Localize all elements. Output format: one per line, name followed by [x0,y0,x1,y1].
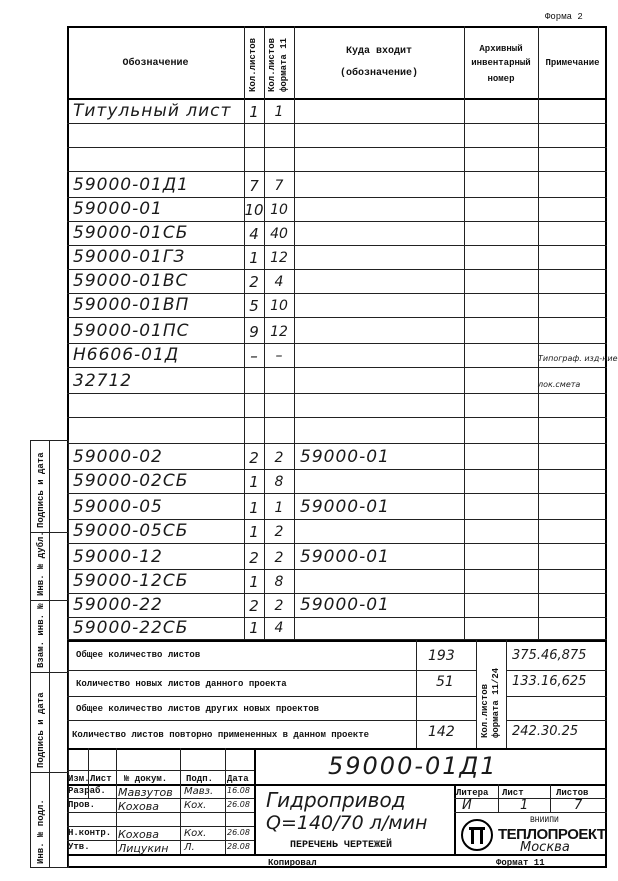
row-designation: 59000-05 [73,497,163,517]
org-small: ВНИИПИ [530,816,559,825]
row-sheet-count-f11: 10 [270,202,288,218]
signature-name: Лицукин [118,842,169,855]
col-izm: Изм. [68,774,90,784]
stamp-vzam-inv: Взам. инв. № [36,603,46,668]
row-sheet-count-f11: 2 [274,524,284,540]
row-sheet-count: 2 [249,597,259,615]
signature-name: Кохова [118,800,160,813]
table-row [67,148,607,172]
row-designation: Н6606-01Д [73,345,180,365]
litera-label: Литера [456,788,489,798]
org-name: ТЕПЛОПРОЕКТ [498,826,606,843]
row-sheet-count: 7 [249,177,259,195]
row-sheet-count: 1 [249,499,259,517]
row-sheet-count: 2 [249,449,259,467]
sheets-label: Листов [556,788,589,798]
stamp-inv-orig: Инв. № подл. [36,799,46,864]
signature-role: Н.контр. [68,828,112,838]
col-doc: № докум. [124,774,168,784]
table-row [67,394,607,418]
signature-date: 26.08 [227,828,250,837]
row-sheet-count: 10 [244,201,264,219]
table-row [67,246,607,270]
row-sheet-count: 2 [249,273,259,291]
row-sheet-count: 5 [249,297,259,315]
row-sheet-count-f11: 12 [270,324,288,340]
row-designation: 59000-01ГЗ [73,247,186,267]
header-note: Примечание [545,58,600,68]
signature-name: Мавзутов [118,786,173,799]
row-designation: 59000-22СБ [73,618,189,638]
row-sheet-count-f11: 40 [270,226,288,242]
table-row [67,520,607,544]
row-designation: 59000-02 [73,447,163,467]
stamp-sign-date-2: Подпись и дата [36,692,46,768]
row-note: Типограф. изд-ние [538,354,618,363]
signature-role: Пров. [68,800,96,810]
header-sheet-count-f11-line2: формата 11 [279,37,289,92]
row-designation: 59000-01ВС [73,271,189,291]
row-designation: 32712 [73,371,133,391]
stamp-sign-date-1: Подпись и дата [36,452,46,528]
col-sign: Подп. [186,774,214,784]
table-row [67,172,607,198]
stamp-inv-dup: Инв. № дубл. [36,531,46,596]
totals-f11-line1: Кол.листов [480,683,490,738]
header-archive-line3: номер [487,74,515,84]
table-row [67,124,607,148]
header-sheet-count: Кол.листов [248,37,258,92]
org-logo-icon [460,818,494,852]
header-archive-line2: инвентарный [471,58,531,68]
new-label: Количество новых листов данного проекта [76,679,287,689]
row-note: лок.смета [538,380,581,389]
row-designation: 59000-05СБ [73,521,189,541]
footer-copied: Копировал [268,858,317,868]
row-where: 59000-01 [300,547,390,567]
footer-format: Формат 11 [496,858,545,868]
row-designation: 59000-22 [73,595,163,615]
reuse-f11: 242.30.25 [512,724,579,739]
row-sheet-count: 1 [249,103,259,121]
doc-code: 59000-01Д1 [328,752,498,780]
row-designation: 59000-02СБ [73,471,189,491]
sheets-value: 7 [574,798,583,813]
row-designation: 59000-01СБ [73,223,189,243]
new-f11: 133.16,625 [512,674,587,689]
row-sheet-count-f11: 4 [274,620,284,636]
reuse-value: 142 [428,724,455,740]
row-sheet-count: 9 [249,323,259,341]
row-sheet-count: 1 [249,573,259,591]
table-row [67,570,607,594]
form-label: Форма 2 [545,12,583,22]
table-row [67,198,607,222]
row-designation: 59000-01Д1 [73,175,189,195]
sheet-label: Лист [502,788,524,798]
row-sheet-count: 1 [249,619,259,637]
signature-sign: Кох. [184,828,207,839]
row-sheet-count-f11: 1 [274,500,284,516]
signature-date: 16.08 [227,786,250,795]
row-sheet-count-f11: 8 [274,474,284,490]
signature-role: Утв. [68,842,90,852]
row-sheet-count-f11: 4 [274,274,284,290]
row-sheet-count: 4 [249,225,259,243]
org-city: Москва [520,840,570,855]
signature-role: Разраб. [68,786,106,796]
table-row [67,344,618,368]
total-label: Общее количество листов [76,650,201,660]
signature-date: 26.08 [227,800,250,809]
table-row [67,270,607,294]
table-row [67,544,607,570]
row-where: 59000-01 [300,595,390,615]
sheet-value: 1 [520,798,529,813]
row-sheet-count-f11: 2 [274,550,284,566]
row-sheet-count-f11: 10 [270,298,288,314]
row-designation: 59000-01 [73,199,163,219]
table-row [67,494,607,520]
row-sheet-count-f11: – [275,348,283,364]
other-label: Общее количество листов других новых проектов [76,704,320,714]
table-row [67,444,607,470]
total-f11: 375.46,875 [512,648,587,663]
row-sheet-count-f11: 1 [274,104,284,120]
row-sheet-count-f11: 12 [270,250,288,266]
table-row [67,294,607,318]
row-sheet-count-f11: 7 [274,178,284,194]
reuse-label: Количество листов повторно примененных в данном проекте [72,730,370,740]
row-where: 59000-01 [300,497,390,517]
row-sheet-count-f11: 2 [274,598,284,614]
row-designation: 59000-12СБ [73,571,189,591]
row-sheet-count: 2 [249,549,259,567]
row-designation: Титульный лист [73,101,232,121]
table-row [67,594,607,618]
table-row [67,368,607,394]
table-row [67,222,607,246]
row-sheet-count: 1 [249,473,259,491]
row-sheet-count-f11: 2 [274,450,284,466]
col-date: Дата [227,774,249,784]
table-row [67,470,607,494]
row-where: 59000-01 [300,447,390,467]
table-row [67,98,607,124]
signature-date: 28.08 [227,842,250,851]
header-archive-line1: Архивный [479,44,523,54]
header-where-line1: Куда входит [345,46,412,57]
table-row [67,418,607,444]
product-line1: Гидропривод [266,788,406,812]
signature-name: Кохова [118,828,160,841]
litera-value: И [462,798,472,813]
new-value: 51 [436,674,454,690]
signature-sign: Кох. [184,800,207,811]
col-list: Лист [90,774,112,784]
signature-sign: Л. [184,842,195,853]
row-sheet-count-f11: 8 [274,574,284,590]
header-designation: Обозначение [122,58,189,69]
row-sheet-count: – [250,347,258,365]
row-designation: 59000-12 [73,547,163,567]
product-line2: Q=140/70 л/мин [266,812,428,834]
row-sheet-count: 1 [249,523,259,541]
row-sheet-count: 1 [249,249,259,267]
table-row [67,618,607,640]
totals-f11-line2: формата 11/24 [491,667,501,738]
total-value: 193 [428,648,455,664]
row-designation: 59000-01ВП [73,295,190,315]
row-designation: 59000-01ПС [73,321,190,341]
header-sheet-count-f11-line1: Кол.листов [267,37,277,92]
doc-title: ПЕРЕЧЕНЬ ЧЕРТЕЖЕЙ [290,840,393,851]
header-where-line2: (обозначение) [339,68,418,79]
table-row [67,318,607,344]
signature-sign: Мавз. [184,786,214,797]
